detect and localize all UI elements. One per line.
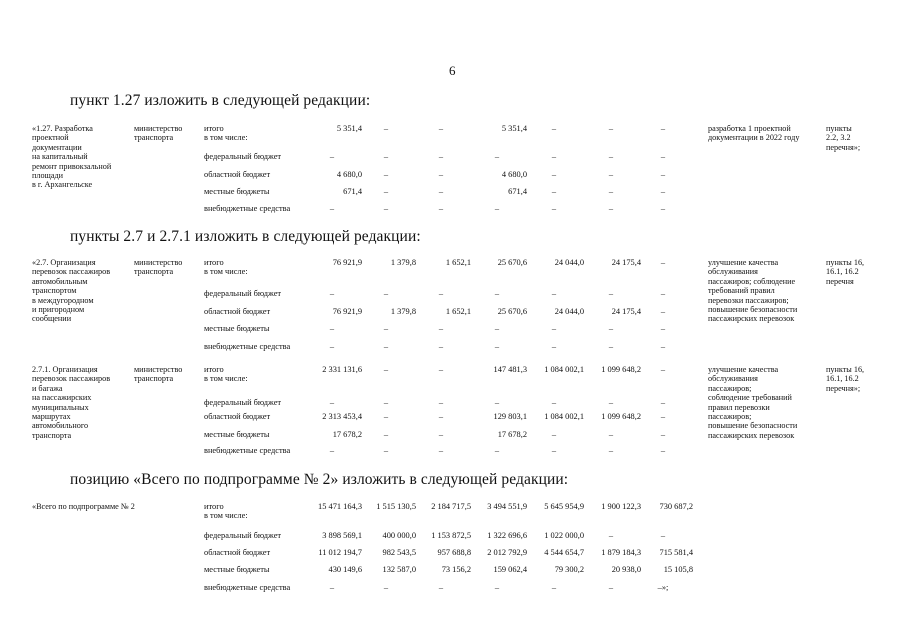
amount-cell: 3 898 569,1 [322,531,362,540]
amount-cell: – [383,324,389,333]
amount-cell: – [494,152,500,161]
section-heading: позицию «Всего по подпрограмме № 2» изложить в следующей редакции: [70,471,569,488]
amount-cell: – [608,187,614,196]
amount-cell: – [608,170,614,179]
amount-cell: 147 481,3 [493,365,527,374]
amount-cell: – [660,170,666,179]
amount-cell: 1 900 122,3 [601,502,641,511]
amount-cell: – [438,446,444,455]
funding-source-label: федеральный бюджет [204,289,282,298]
amount-cell: – [660,342,666,351]
amount-cell: 2 331 131,6 [322,365,362,374]
amount-cell: 1 515 130,5 [376,502,416,511]
amount-cell: 129 803,1 [493,412,527,421]
amount-cell: 24 175,4 [611,307,641,316]
funding-source-label: итого в том числе: [204,502,248,521]
reference-link: пункты 16, 16.1, 16.2 перечня»; [826,365,865,393]
amount-cell: 1 099 648,2 [601,365,641,374]
funding-source-label: областной бюджет [204,307,271,316]
amount-cell: 430 149,6 [328,565,362,574]
amount-cell: – [494,398,500,407]
amount-cell: – [551,124,557,133]
amount-cell: – [383,412,389,421]
amount-cell: – [660,324,666,333]
measure-name: 2.7.1. Организация перевозок пассажиров и багажа на пассажирских муниципальных маршрутах автомобильного транспорта [32,365,111,440]
amount-cell: 1 153 872,5 [431,531,471,540]
amount-cell: – [329,152,335,161]
amount-cell: – [551,583,557,592]
funding-source-label: местные бюджеты [204,324,270,333]
amount-cell: 4 680,0 [501,170,527,179]
amount-cell: – [329,398,335,407]
amount-cell: 25 670,6 [497,307,527,316]
amount-cell: – [551,342,557,351]
amount-cell: – [438,204,444,213]
funding-source-label: итого в том числе: [204,258,248,277]
amount-cell: – [438,583,444,592]
funding-source-label: местные бюджеты [204,187,270,196]
amount-cell: – [329,289,335,298]
amount-cell: 24 044,0 [554,258,584,267]
amount-cell: –»; [657,583,669,592]
funding-source-label: внебюджетные средства [204,342,291,351]
amount-cell: 132 587,0 [382,565,416,574]
amount-cell: 3 494 551,9 [487,502,527,511]
amount-cell: – [660,307,666,316]
amount-cell: – [608,398,614,407]
amount-cell: – [438,152,444,161]
amount-cell: – [551,152,557,161]
amount-cell: 4 544 654,7 [544,548,584,557]
amount-cell: 15 105,8 [663,565,693,574]
amount-cell: – [608,124,614,133]
amount-cell: 1 322 696,6 [487,531,527,540]
amount-cell: – [383,430,389,439]
amount-cell: 25 670,6 [497,258,527,267]
measure-name: «1.27. Разработка проектной документации на капитальный ремонт привокзальной площади в г. Архангельске [32,124,112,190]
measure-name: «2.7. Организация перевозок пассажиров автомобильным транспортом в междугородном и пригородном сообщении [32,258,111,324]
amount-cell: 20 938,0 [611,565,641,574]
amount-cell: 17 678,2 [497,430,527,439]
amount-cell: – [494,583,500,592]
reference-link: пункты 2.2, 3.2 перечня»; [826,124,861,152]
amount-cell: – [551,446,557,455]
funding-source-label: внебюджетные средства [204,583,291,592]
amount-cell: – [608,289,614,298]
amount-cell: 24 175,4 [611,258,641,267]
amount-cell: – [608,446,614,455]
page-number: 6 [449,63,456,78]
amount-cell: – [438,124,444,133]
amount-cell: – [494,446,500,455]
amount-cell: 2 012 792,9 [487,548,527,557]
amount-cell: – [608,324,614,333]
amount-cell: – [551,187,557,196]
amount-cell: 73 156,2 [441,565,471,574]
amount-cell: – [608,531,614,540]
funding-source-label: внебюджетные средства [204,446,291,455]
amount-cell: 1 879 184,3 [601,548,641,557]
amount-cell: 1 379,8 [390,258,416,267]
section-heading: пункт 1.27 изложить в следующей редакции: [70,92,371,109]
amount-cell: – [383,365,389,374]
amount-cell: – [329,324,335,333]
amount-cell: 400 000,0 [382,531,416,540]
amount-cell: 671,4 [508,187,527,196]
expected-result: разработка 1 проектной документации в 2022 году [708,124,800,143]
amount-cell: – [608,430,614,439]
funding-source-label: федеральный бюджет [204,531,282,540]
funding-source-label: итого в том числе: [204,124,248,143]
amount-cell: – [660,412,666,421]
amount-cell: 5 351,4 [501,124,527,133]
amount-cell: – [383,204,389,213]
amount-cell: 982 543,5 [382,548,416,557]
amount-cell: 671,4 [343,187,362,196]
amount-cell: – [660,531,666,540]
amount-cell: – [329,446,335,455]
amount-cell: – [438,324,444,333]
amount-cell: – [608,342,614,351]
amount-cell: – [494,324,500,333]
amount-cell: – [438,170,444,179]
funding-source-label: областной бюджет [204,412,271,421]
funding-source-label: областной бюджет [204,170,271,179]
amount-cell: – [383,583,389,592]
amount-cell: – [608,204,614,213]
amount-cell: – [383,187,389,196]
amount-cell: 159 062,4 [493,565,527,574]
executor-name: министерство транспорта [134,365,183,384]
funding-source-label: внебюджетные средства [204,204,291,213]
amount-cell: – [660,398,666,407]
amount-cell: – [660,204,666,213]
amount-cell: – [551,324,557,333]
amount-cell: 5 351,4 [336,124,362,133]
amount-cell: 1 379,8 [390,307,416,316]
amount-cell: 15 471 164,3 [318,502,362,511]
executor-name: министерство транспорта [134,124,183,143]
amount-cell: – [551,289,557,298]
amount-cell: 1 084 002,1 [544,412,584,421]
amount-cell: – [383,398,389,407]
amount-cell: – [494,204,500,213]
amount-cell: 11 012 194,7 [318,548,362,557]
amount-cell: – [329,583,335,592]
amount-cell: – [329,204,335,213]
amount-cell: – [438,412,444,421]
section-heading: пункты 2.7 и 2.7.1 изложить в следующей редакции: [70,228,421,245]
amount-cell: – [608,152,614,161]
amount-cell: – [660,152,666,161]
amount-cell: – [551,398,557,407]
amount-cell: – [438,430,444,439]
amount-cell: – [383,170,389,179]
amount-cell: 1 652,1 [445,307,471,316]
amount-cell: 730 687,2 [659,502,693,511]
amount-cell: – [438,365,444,374]
amount-cell: 76 921,9 [332,307,362,316]
amount-cell: – [660,124,666,133]
amount-cell: – [383,289,389,298]
amount-cell: 79 300,2 [554,565,584,574]
amount-cell: 957 688,8 [437,548,471,557]
funding-source-label: федеральный бюджет [204,398,282,407]
amount-cell: 5 645 954,9 [544,502,584,511]
amount-cell: – [660,430,666,439]
amount-cell: – [660,289,666,298]
amount-cell: – [551,430,557,439]
funding-source-label: местные бюджеты [204,565,270,574]
amount-cell: – [660,446,666,455]
funding-source-label: областной бюджет [204,548,271,557]
amount-cell: – [383,124,389,133]
amount-cell: – [383,446,389,455]
amount-cell: – [383,152,389,161]
amount-cell: – [383,342,389,351]
measure-name: «Всего по подпрограмме № 2 [32,502,135,511]
amount-cell: – [438,342,444,351]
reference-link: пункты 16, 16.1, 16.2 перечня [826,258,865,286]
amount-cell: 76 921,9 [332,258,362,267]
amount-cell: – [608,583,614,592]
expected-result: улучшение качества обслуживания пассажиров; соблюдение требований правил перевозки пассажиров; повышение безопасности пассажирских перевозок [708,365,798,440]
amount-cell: 24 044,0 [554,307,584,316]
amount-cell: 1 652,1 [445,258,471,267]
amount-cell: 1 084 002,1 [544,365,584,374]
amount-cell: 17 678,2 [332,430,362,439]
amount-cell: – [660,258,666,267]
funding-source-label: местные бюджеты [204,430,270,439]
amount-cell: – [551,204,557,213]
expected-result: улучшение качества обслуживания пассажиров; соблюдение требований правил перевозки пассажиров; повышение безопасности пассажирских перевозок [708,258,798,324]
amount-cell: – [494,342,500,351]
amount-cell: – [329,342,335,351]
funding-source-label: итого в том числе: [204,365,248,384]
amount-cell: 2 184 717,5 [431,502,471,511]
amount-cell: 1 099 648,2 [601,412,641,421]
executor-name: министерство транспорта [134,258,183,277]
amount-cell: – [660,187,666,196]
funding-source-label: федеральный бюджет [204,152,282,161]
amount-cell: – [438,398,444,407]
amount-cell: – [438,187,444,196]
amount-cell: 4 680,0 [336,170,362,179]
amount-cell: 1 022 000,0 [544,531,584,540]
amount-cell: – [551,170,557,179]
amount-cell: – [494,289,500,298]
amount-cell: – [438,289,444,298]
amount-cell: 715 581,4 [659,548,693,557]
amount-cell: – [660,365,666,374]
amount-cell: 2 313 453,4 [322,412,362,421]
